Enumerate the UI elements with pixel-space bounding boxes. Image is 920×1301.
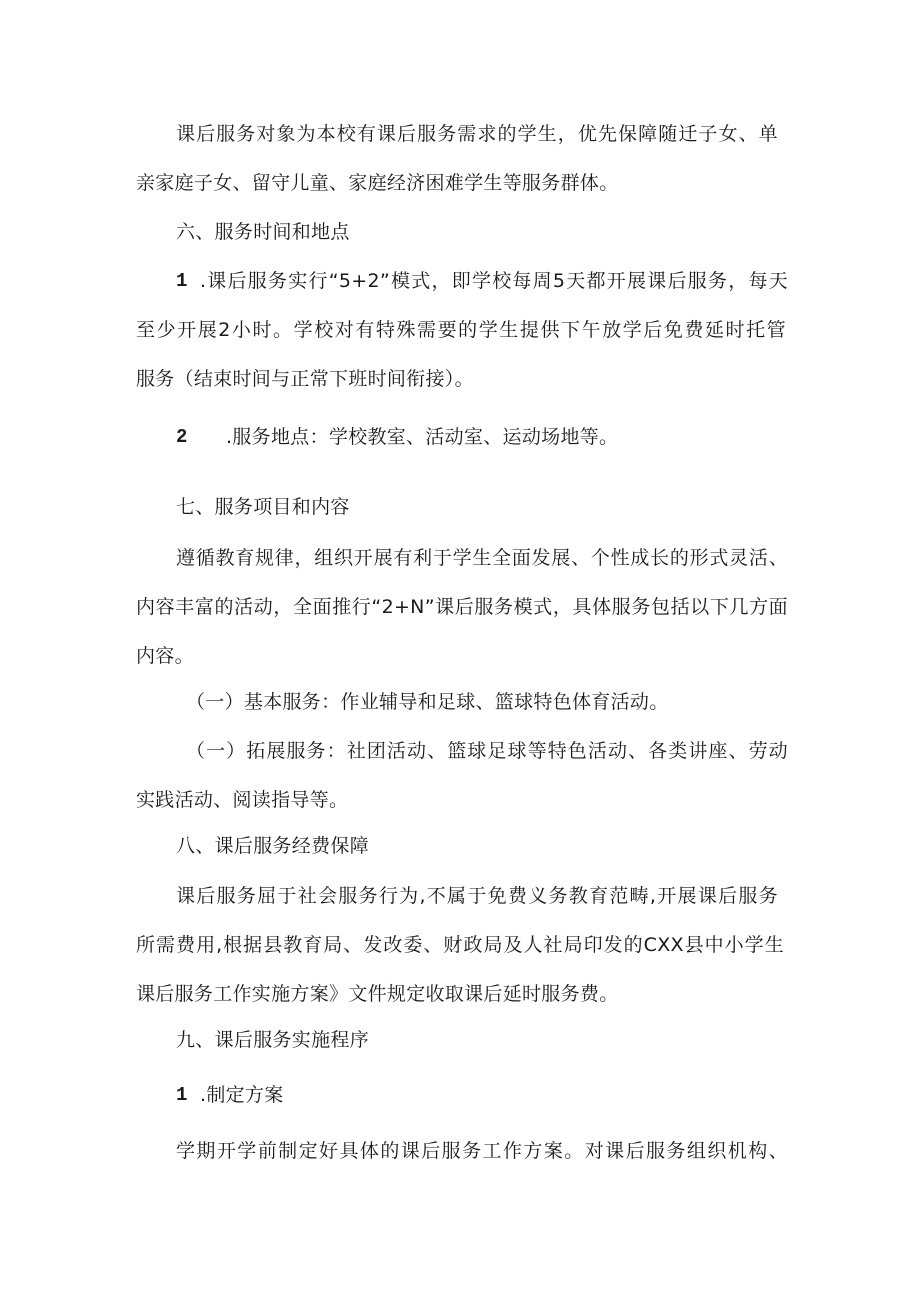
paragraph-service-content-line-3: 内容。 [136, 645, 194, 667]
heading-section-9: 九、课后服务实施程序 [176, 1029, 370, 1051]
paragraph-funding-line-1: 课后服务屈于社会服务行为,不属于免费义务教育范畴,开展课后服务 [176, 885, 778, 907]
list-item-number-3: 1 [176, 1084, 188, 1106]
subitem-extended-service-line-1: （一）拓展服务：社团活动、篮球足球等特色活动、各类讲座、劳动 [186, 740, 788, 762]
paragraph-plan-line-1: 学期开学前制定好具体的课后服务工作方案。对课后服务组织机构、 [176, 1140, 788, 1162]
paragraph-service-target-line-2: 亲家庭子女、留守儿童、家庭经济困难学生等服务群体。 [136, 172, 619, 194]
paragraph-service-target-line-1: 课后服务对象为本校有课后服务需求的学生，优先保障随迁子女、单 [176, 123, 778, 145]
list-item-number-2: 2 [176, 426, 188, 448]
list-item-1-line-3: 服务（结束时间与正常下班时间衔接）。 [136, 368, 474, 390]
list-item-1-line-1: .课后服务实行“5+2”模式，即学校每周5天都开展课后服务，每天 [200, 270, 788, 292]
heading-section-8: 八、课后服务经费保障 [176, 835, 370, 857]
paragraph-funding-line-3: 课后服务工作实施方案》文件规定收取课后延时服务费。 [136, 983, 619, 1005]
paragraph-service-content-line-2: 内容丰富的活动，全面推行“2+N”课后服务模式，具体服务包括以下几方面 [136, 596, 788, 618]
subitem-basic-service: （一）基本服务：作业辅导和足球、篮球特色体育活动。 [186, 691, 669, 713]
list-item-number-1: 1 [176, 270, 188, 292]
subitem-extended-service-line-2: 实践活动、阅读指导等。 [136, 789, 349, 811]
paragraph-service-content-line-1: 遵循教育规律，组织开展有利于学生全面发展、个性成长的形式灵活、 [176, 547, 788, 569]
list-item-2-text: .服务地点：学校教室、活动室、运动场地等。 [226, 426, 619, 448]
heading-section-7: 七、服务项目和内容 [176, 496, 350, 518]
list-item-3-text: .制定方案 [200, 1084, 284, 1106]
heading-section-6: 六、服务时间和地点 [176, 221, 350, 243]
list-item-1-line-2: 至少开展2小时。学校对有特殊需要的学生提供下午放学后免费延时托管 [136, 319, 786, 341]
paragraph-funding-line-2: 所需费用,根据县教育局、发改委、财政局及人社局印发的CXX县中小学生 [136, 934, 784, 956]
